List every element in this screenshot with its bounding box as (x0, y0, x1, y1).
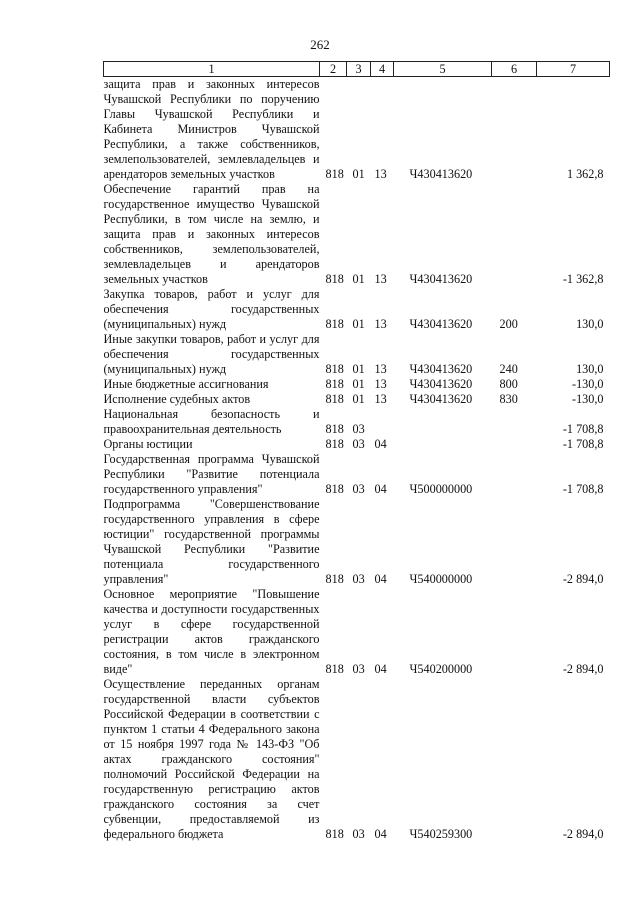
budget-table (103, 61, 610, 842)
row-amount: 130,0 (576, 317, 604, 331)
row-name: Органы юстиции (103, 437, 193, 451)
column-header-2: 2 (320, 62, 347, 77)
row-amount: -1 362,8 (562, 272, 604, 286)
row-section: 01 (352, 317, 365, 331)
row-section: 01 (352, 392, 365, 406)
column-header-4: 4 (371, 62, 394, 77)
row-target-article: Ч540000000 (409, 572, 473, 586)
row-name: Государственная программа Чувашской Республики "Развитие потенциала государственного управления" (103, 452, 320, 496)
row-expense-type (492, 407, 537, 437)
row-subsection: 13 (374, 362, 387, 376)
row-section: 03 (352, 827, 365, 841)
row-section: 01 (352, 167, 365, 181)
row-admin-code: 818 (325, 572, 344, 586)
row-name: Осуществление переданных органам государственной власти субъектов Российской Федерации в соответствии с пунктом 1 статьи 4 Федерального закона от 15 ноября 1997 года № 143-ФЗ "Об актах гражданского состояния" полномочий Российской Федерации на государственную регистрацию актов гражданского состояния за счет субвенции, предоставляемой из федерального бюджета (103, 677, 320, 841)
table-body (104, 77, 610, 843)
row-amount: -1 708,8 (562, 422, 604, 436)
row-name: Закупка товаров, работ и услуг для обеспечения государственных (муниципальных) нужд (103, 287, 320, 331)
row-name: Иные бюджетные ассигнования (103, 377, 269, 391)
row-section: 03 (352, 437, 365, 451)
header-row (104, 62, 610, 77)
row-name: Национальная безопасность и правоохранительная деятельность (103, 407, 320, 436)
table-row (104, 452, 610, 497)
row-expense-type: 240 (499, 362, 518, 376)
row-admin-code: 818 (325, 827, 344, 841)
row-section: 01 (352, 272, 365, 286)
row-expense-type (492, 77, 537, 183)
table-header (104, 62, 610, 77)
row-amount: -2 894,0 (562, 572, 604, 586)
row-amount: -1 708,8 (562, 482, 604, 496)
row-expense-type: 200 (499, 317, 518, 331)
table-row (104, 677, 610, 842)
row-amount: 130,0 (576, 362, 604, 376)
row-expense-type (492, 182, 537, 287)
row-name: защита прав и законных интересов Чувашской Республики по поручению Главы Чувашской Республики и Кабинета Министров Чувашской Республики, а также собственников, землепользователей, землевладельцев и арендаторов земельных участков (103, 77, 320, 181)
row-subsection: 04 (374, 482, 387, 496)
table-row (104, 377, 610, 392)
row-admin-code: 818 (325, 437, 344, 451)
row-admin-code: 818 (325, 362, 344, 376)
row-amount: 1 362,8 (566, 167, 604, 181)
row-target-article: Ч430413620 (409, 317, 473, 331)
row-admin-code: 818 (325, 317, 344, 331)
table-row (104, 287, 610, 332)
row-amount: -2 894,0 (562, 662, 604, 676)
row-subsection: 13 (374, 377, 387, 391)
row-subsection: 04 (374, 827, 387, 841)
row-subsection: 04 (374, 662, 387, 676)
row-target-article: Ч500000000 (409, 482, 473, 496)
row-amount: -130,0 (572, 377, 604, 391)
row-name: Обеспечение гарантий прав на государственное имущество Чувашской Республики, в том числе на землю, и защита прав и законных интересов собственников, землепользователей, землевладельцев и арендаторов земельных участков (103, 182, 320, 286)
row-expense-type (492, 497, 537, 587)
table-row (104, 587, 610, 677)
row-section: 03 (352, 422, 365, 436)
page-number: 262 (310, 37, 330, 52)
row-expense-type (492, 587, 537, 677)
column-header-7: 7 (537, 62, 610, 77)
row-expense-type: 800 (499, 377, 518, 391)
row-admin-code: 818 (325, 167, 344, 181)
row-target-article: Ч540200000 (409, 662, 473, 676)
table-row (104, 392, 610, 407)
row-section: 01 (352, 377, 365, 391)
column-header-3: 3 (347, 62, 371, 77)
row-subsection: 13 (374, 392, 387, 406)
row-subsection: 13 (374, 167, 387, 181)
row-expense-type (492, 677, 537, 842)
row-section: 03 (352, 482, 365, 496)
row-name: Исполнение судебных актов (103, 392, 251, 406)
row-section: 03 (352, 572, 365, 586)
row-expense-type (492, 452, 537, 497)
table-row (104, 77, 610, 183)
row-admin-code: 818 (325, 392, 344, 406)
row-admin-code: 818 (325, 377, 344, 391)
row-name: Иные закупки товаров, работ и услуг для обеспечения государственных (муниципальных) нужд (103, 332, 320, 376)
row-target-article: Ч540259300 (409, 827, 473, 841)
row-amount: -1 708,8 (562, 437, 604, 451)
row-target-article: Ч430413620 (409, 377, 473, 391)
row-expense-type: 830 (499, 392, 518, 406)
row-target-article (394, 437, 492, 452)
table-row (104, 437, 610, 452)
row-admin-code: 818 (325, 482, 344, 496)
table-row (104, 407, 610, 437)
row-subsection: 04 (374, 437, 387, 451)
table-row (104, 182, 610, 287)
row-admin-code: 818 (325, 422, 344, 436)
row-subsection (371, 407, 394, 437)
row-target-article: Ч430413620 (409, 362, 473, 376)
row-amount: -2 894,0 (562, 827, 604, 841)
row-amount: -130,0 (572, 392, 604, 406)
column-header-6: 6 (492, 62, 537, 77)
row-admin-code: 818 (325, 662, 344, 676)
row-subsection: 04 (374, 572, 387, 586)
row-subsection: 13 (374, 272, 387, 286)
row-subsection: 13 (374, 317, 387, 331)
row-admin-code: 818 (325, 272, 344, 286)
row-section: 03 (352, 662, 365, 676)
row-target-article: Ч430413620 (409, 392, 473, 406)
table-row (104, 497, 610, 587)
column-header-1: 1 (104, 62, 320, 77)
row-expense-type (492, 437, 537, 452)
row-name: Основное мероприятие "Повышение качества и доступности государственных услуг в сфере государственной регистрации актов гражданского состояния, в том числе в электронном виде" (103, 587, 320, 676)
table-row (104, 332, 610, 377)
row-target-article: Ч430413620 (409, 167, 473, 181)
column-header-5: 5 (394, 62, 492, 77)
row-target-article (394, 407, 492, 437)
row-section: 01 (352, 362, 365, 376)
row-name: Подпрограмма "Совершенствование государственного управления в сфере юстиции" государственной программы Чувашской Республики "Развитие потенциала государственного управления" (103, 497, 320, 586)
row-target-article: Ч430413620 (409, 272, 473, 286)
